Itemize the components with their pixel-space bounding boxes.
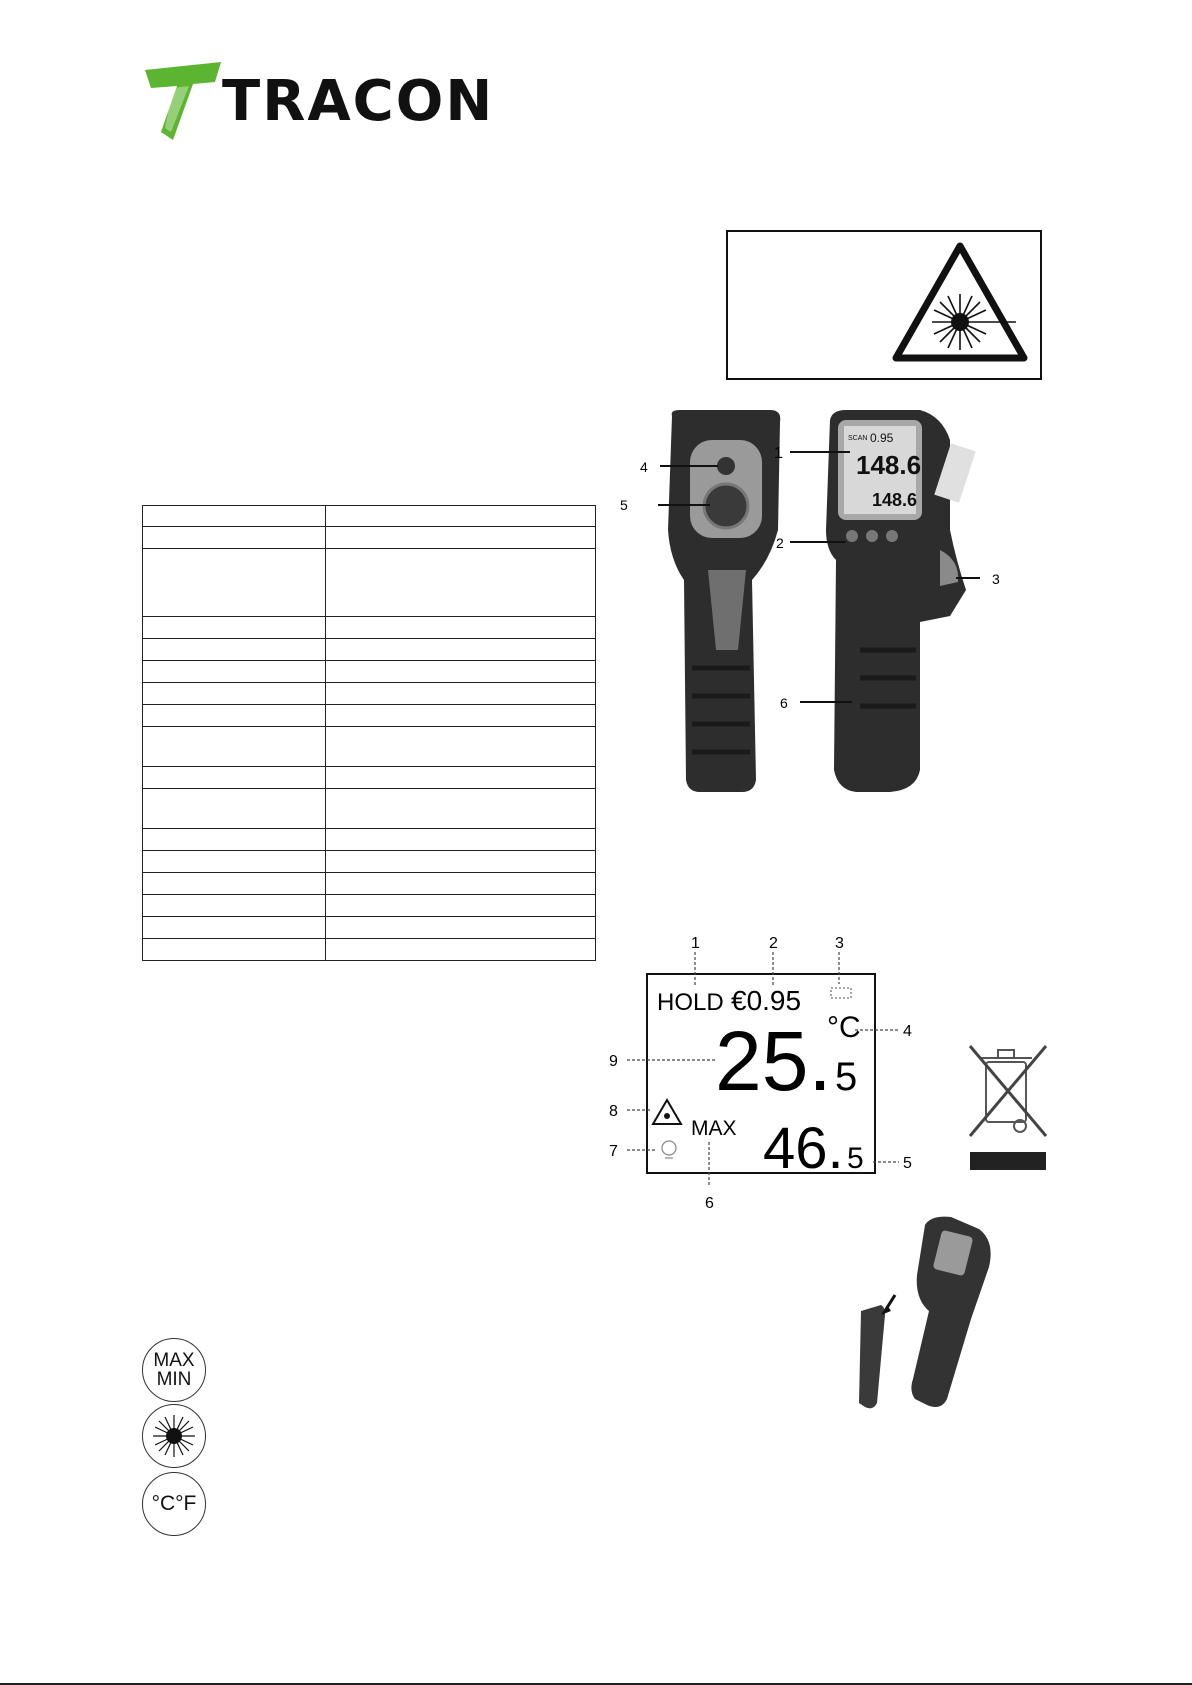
callout-5: 5 [620, 497, 628, 513]
lcd-max-decimal: 5 [847, 1142, 864, 1175]
table-row [143, 506, 596, 527]
table-row [143, 527, 596, 549]
lcd-max-label: MAX [691, 1117, 737, 1140]
lcd-callout-1: 1 [691, 935, 700, 952]
table-row [143, 895, 596, 917]
battery-icon [831, 988, 851, 998]
table-row [143, 917, 596, 939]
lcd-callout-7: 7 [609, 1143, 618, 1160]
table-row [143, 939, 596, 961]
max-min-label-min: MIN [156, 1369, 192, 1390]
lcd-callout-8: 8 [609, 1103, 618, 1120]
thermometer-photo [620, 410, 1040, 800]
callout-4: 4 [640, 459, 648, 475]
lcd-diagram [605, 930, 925, 1215]
callout-2: 2 [776, 535, 784, 551]
lcd-callout-6: 6 [705, 1195, 714, 1212]
lcd-unit: °C [827, 1011, 861, 1044]
front-max: 148.6 [872, 490, 918, 510]
weee-bin-icon [960, 1040, 1055, 1175]
table-row [143, 705, 596, 727]
lcd-hold: HOLD [657, 989, 724, 1016]
logo-text: TRACON [222, 69, 495, 134]
unit-button-icon: °C°F [142, 1472, 206, 1536]
laser-warning-icon [728, 232, 1040, 378]
lcd-callout-2: 2 [769, 935, 778, 952]
thermometer-back-view [620, 410, 780, 792]
spec-table [142, 505, 596, 961]
callout-3: 3 [992, 571, 1000, 587]
lcd-backlight-icon [662, 1141, 676, 1158]
lcd-main-value: 25. [715, 1014, 832, 1108]
lcd-max-value: 46. [763, 1116, 844, 1181]
lcd-callout-4: 4 [903, 1023, 912, 1040]
lcd-callout-3: 3 [835, 935, 844, 952]
table-row [143, 789, 596, 829]
table-row [143, 661, 596, 683]
callout-6: 6 [780, 695, 788, 711]
lcd-callout-9: 9 [609, 1053, 618, 1070]
callout-1: 1 [774, 445, 783, 462]
table-row [143, 683, 596, 705]
table-row [143, 727, 596, 767]
lcd-emissivity: €0.95 [731, 985, 802, 1016]
front-emissivity: 0.95 [870, 431, 894, 445]
lcd-laser-icon [653, 1100, 681, 1124]
laser-button-icon [142, 1404, 206, 1468]
table-row [143, 851, 596, 873]
table-row [143, 617, 596, 639]
svg-text:SCAN: SCAN [848, 435, 868, 442]
table-row [143, 767, 596, 789]
front-reading: 148.6 [856, 450, 922, 480]
lcd-callout-5: 5 [903, 1155, 912, 1172]
laser-warning-box [726, 230, 1042, 380]
table-row [143, 873, 596, 895]
max-min-label-max: MAX [153, 1350, 195, 1371]
table-row [143, 829, 596, 851]
thermometer-front-view [774, 410, 1000, 792]
table-row [143, 549, 596, 617]
battery-compartment-photo [855, 1215, 1010, 1415]
lcd-main-decimal: 5 [835, 1055, 858, 1099]
table-row [143, 639, 596, 661]
max-min-button-icon [142, 1338, 206, 1402]
